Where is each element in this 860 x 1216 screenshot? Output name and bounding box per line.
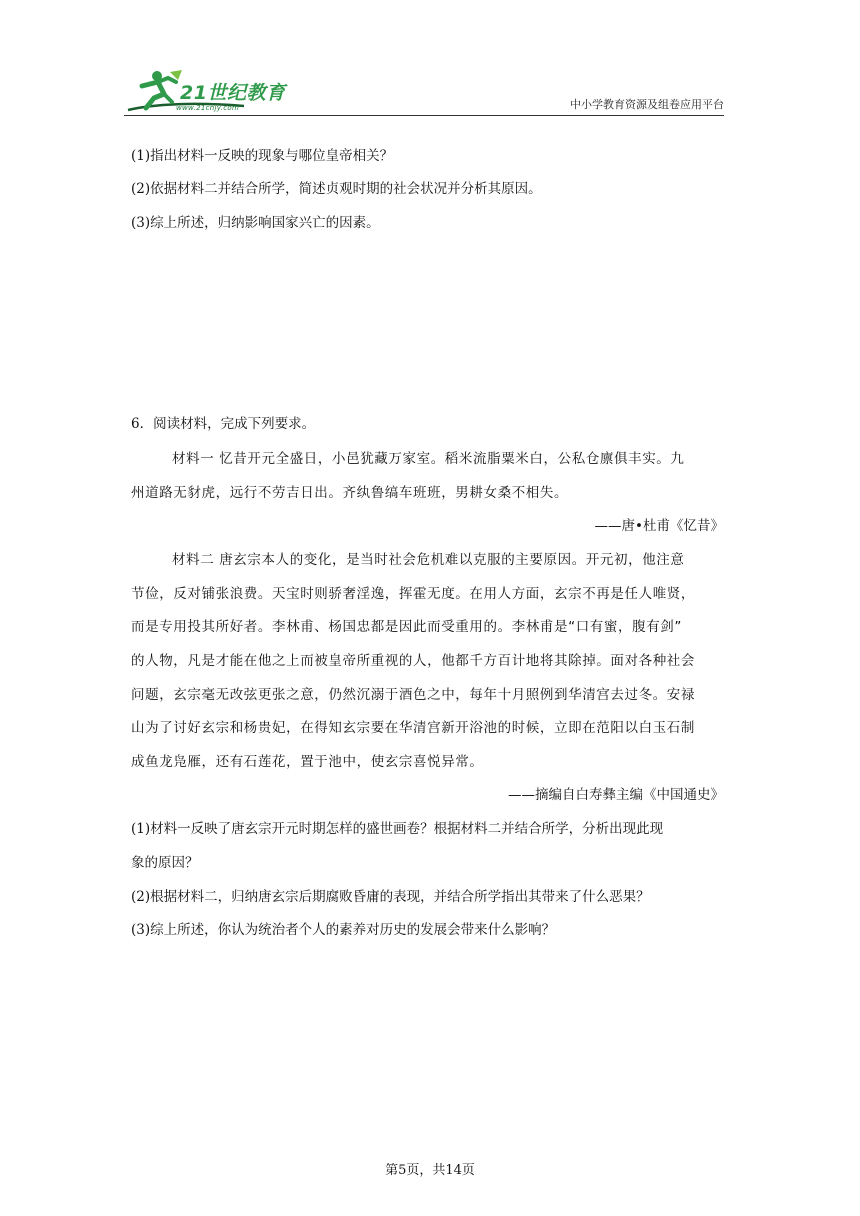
q6-part-2: (2)根据材料二，归纳唐玄宗后期腐败昏庸的表现，并结合所学指出其带来了什么恶果？	[131, 889, 650, 905]
material-2-line: 而是专用投其所好者。李林甫、杨国忠都是因此而受重用的。李林甫是“口有蜜，腹有剑”	[131, 619, 682, 635]
header-divider	[124, 115, 724, 116]
q6-part-3: (3)综上所述，你认为统治者个人的素养对历史的发展会带来什么影响？	[131, 922, 556, 938]
platform-name: 中小学教育资源及组卷应用平台	[570, 98, 724, 111]
q5-part-1: (1)指出材料一反映的现象与哪位皇帝相关？	[131, 148, 394, 164]
q5-part-3: (3)综上所述，归纳影响国家兴亡的因素。	[131, 215, 380, 231]
material-2-source: ——摘编自白寿彝主编《中国通史》	[508, 787, 724, 803]
q6-part-1: (1)材料一反映了唐玄宗开元时期怎样的盛世画卷？根据材料二并结合所学，分析出现此现	[131, 821, 664, 837]
q5-part-2: (2)依据材料二并结合所学，简述贞观时期的社会状况并分析其原因。	[131, 181, 542, 197]
q6-part-1-cont: 象的原因？	[131, 855, 199, 871]
logo-url: www.21cnjy.com	[176, 104, 240, 112]
material-1-source: ——唐•杜甫《忆昔》	[594, 518, 724, 534]
logo-text: 21世纪教育	[180, 82, 286, 104]
page-footer: 第5页，共14页	[385, 1163, 475, 1178]
material-2-line: 山为了讨好玄宗和杨贵妃，在得知玄宗要在华清宫新开浴池的时候，立即在范阳以白玉石制	[131, 720, 695, 736]
site-logo	[124, 68, 294, 116]
q6-title: 6．阅读材料，完成下列要求。	[131, 416, 316, 432]
page-header	[124, 64, 724, 116]
material-2-line: 材料二 唐玄宗本人的变化，是当时社会危机难以克服的主要原因。开元初，他注意	[172, 552, 685, 568]
material-2-line: 的人物，凡是才能在他之上而被皇帝所重视的人，他都千方百计地将其除掉。面对各种社会	[131, 653, 695, 669]
material-2-line: 成鱼龙凫雁，还有石莲花，置于池中，使玄宗喜悦异常。	[131, 754, 484, 770]
material-2-line: 节俭，反对铺张浪费。天宝时则骄奢淫逸，挥霍无度。在用人方面，玄宗不再是任人唯贤，	[131, 586, 695, 602]
material-1-line: 材料一 忆昔开元全盛日，小邑犹藏万家室。稻米流脂粟米白，公私仓廪俱丰实。九	[172, 451, 685, 467]
material-2-line: 问题，玄宗毫无改弦更张之意，仍然沉溺于酒色之中，每年十月照例到华清宫去过冬。安禄	[131, 687, 695, 703]
material-1-line: 州道路无豺虎，远行不劳吉日出。齐纨鲁缟车班班，男耕女桑不相失。	[131, 485, 569, 501]
